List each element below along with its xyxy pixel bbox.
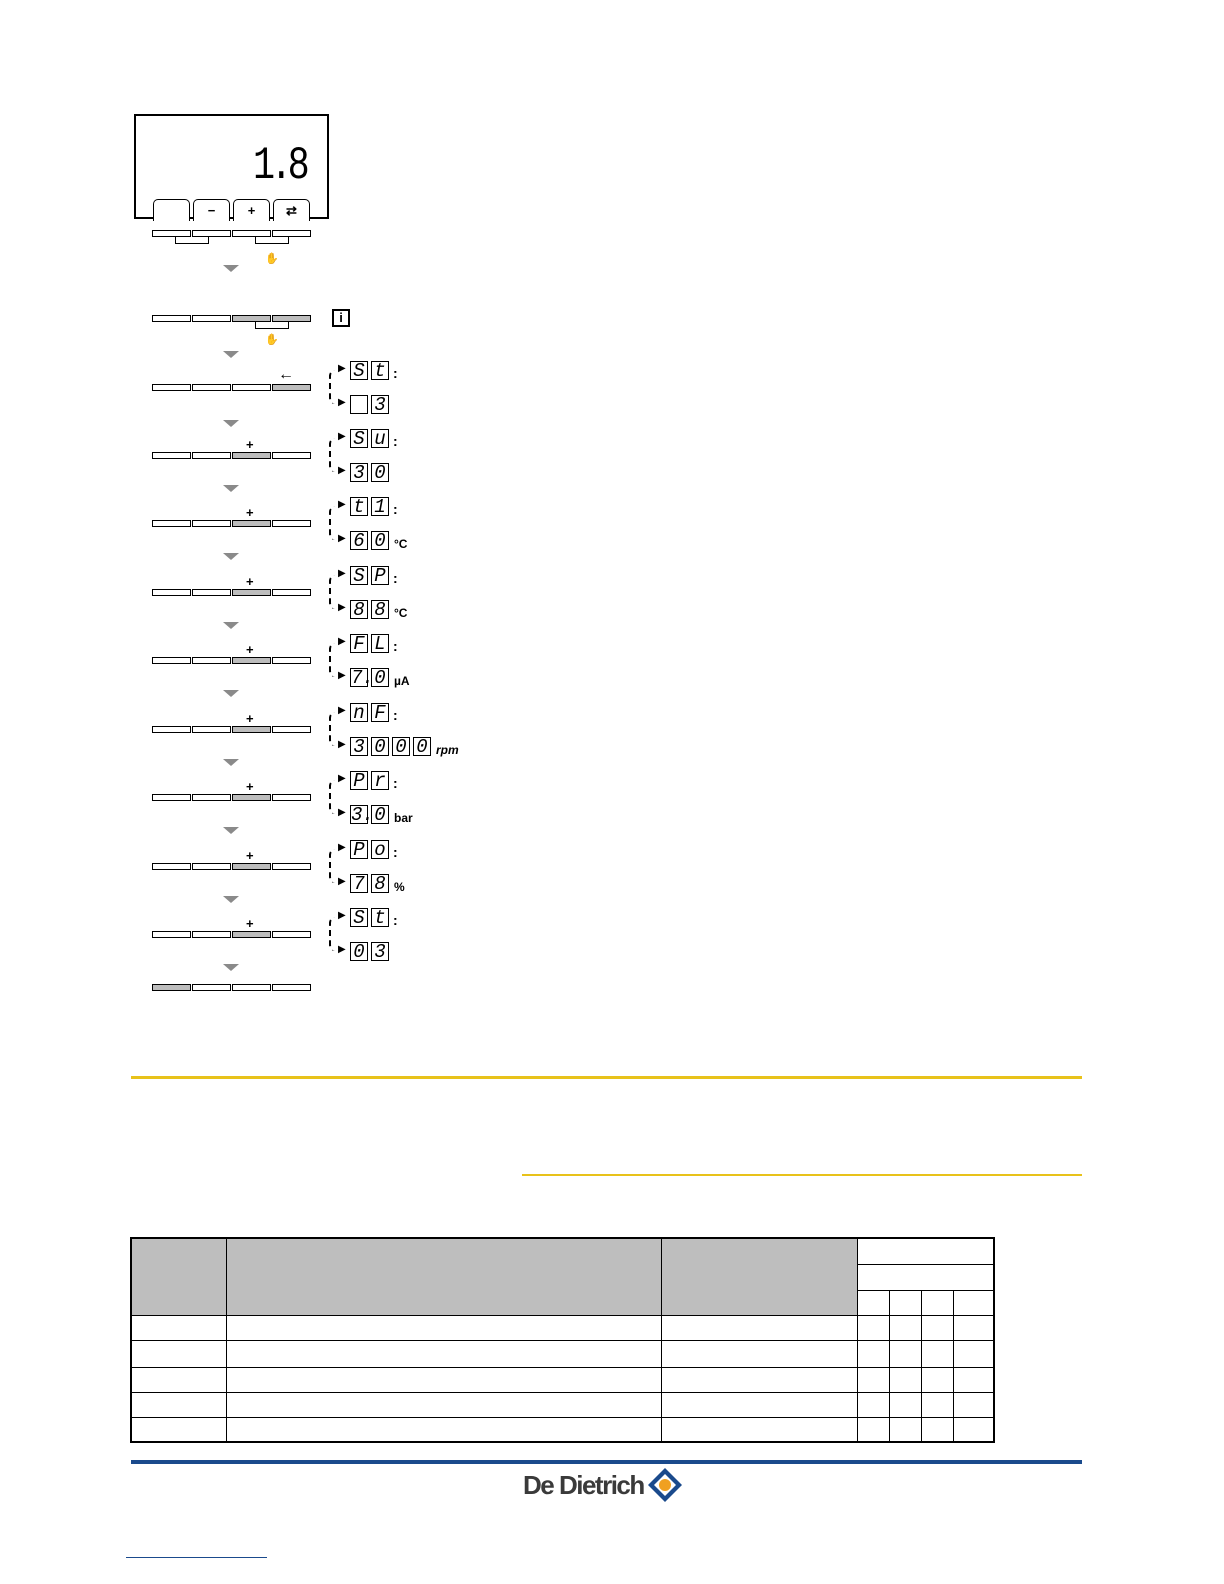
panel-display-value: 1.8 xyxy=(253,140,305,192)
table-row xyxy=(131,1340,994,1367)
readout-unit: °C xyxy=(394,606,408,620)
arrow-right-icon: ▶ xyxy=(338,533,346,544)
readout-digit: 0 xyxy=(371,531,389,550)
readout-digit: P xyxy=(350,771,368,790)
arrow-right-icon: ▶ xyxy=(338,431,346,442)
key-strip xyxy=(152,452,310,459)
readout-unit: µA xyxy=(394,674,410,688)
readout-colon: : xyxy=(393,433,398,449)
readout-value xyxy=(350,942,392,961)
logo-diamond-icon xyxy=(647,1467,683,1503)
control-panel xyxy=(134,114,329,219)
key-strip xyxy=(152,863,310,870)
info-icon: i xyxy=(332,309,350,327)
readout-digit: 0 xyxy=(413,737,431,756)
readout-digit: S xyxy=(350,566,368,585)
table-header-cell xyxy=(890,1290,922,1315)
hand-icon: ✋ xyxy=(265,334,279,346)
readout-digit: 3 xyxy=(350,463,368,482)
table-row xyxy=(131,1367,994,1392)
readout-value xyxy=(350,600,407,619)
readout-unit: bar xyxy=(394,811,413,825)
key-strip xyxy=(152,589,310,596)
readout-digit: 0 xyxy=(371,737,389,756)
table-header-cell xyxy=(858,1238,995,1264)
readout-label xyxy=(350,634,398,653)
key-strip xyxy=(152,384,310,391)
key-strip xyxy=(152,726,310,733)
arrow-down-icon xyxy=(223,485,239,492)
arrow-down-icon xyxy=(223,964,239,971)
arrow-down-icon xyxy=(223,827,239,834)
plus-key-label: + xyxy=(246,916,254,931)
key-strip xyxy=(152,931,310,938)
key-strip xyxy=(152,657,310,664)
parameter-table xyxy=(130,1237,995,1443)
readout-digit: S xyxy=(350,429,368,448)
readout-value xyxy=(350,531,407,550)
arrow-right-icon: ▶ xyxy=(338,910,346,921)
readout-digit xyxy=(350,395,368,414)
arrow-right-icon: ▶ xyxy=(338,568,346,579)
table-header-cell xyxy=(227,1238,662,1315)
key-combo-bracket xyxy=(255,322,289,329)
footer-link-underline xyxy=(126,1557,267,1558)
arrow-right-icon: ▶ xyxy=(338,773,346,784)
readout-digit: r xyxy=(371,771,389,790)
key-strip xyxy=(152,315,310,322)
readout-value xyxy=(350,668,410,687)
plus-key-label: + xyxy=(246,642,254,657)
key-combo-bracket xyxy=(175,237,209,244)
table-row xyxy=(131,1392,994,1417)
readout-digit: 8 xyxy=(350,600,368,619)
readout-unit: rpm xyxy=(436,743,459,757)
readout-colon: : xyxy=(393,570,398,586)
readout-digit: 3 xyxy=(371,395,389,414)
arrow-right-icon: ▶ xyxy=(338,602,346,613)
arrow-down-icon xyxy=(223,759,239,766)
key-combo-bracket xyxy=(255,237,289,244)
plus-key-label: + xyxy=(246,711,254,726)
brand-logo xyxy=(523,1467,683,1503)
arrow-right-icon: ▶ xyxy=(338,739,346,750)
plus-key-label: + xyxy=(246,779,254,794)
plus-key-label: + xyxy=(246,437,254,452)
arrow-right-icon: ▶ xyxy=(338,499,346,510)
readout-digit: 8 xyxy=(371,600,389,619)
readout-value xyxy=(350,737,459,756)
readout-digit: t xyxy=(350,497,368,516)
readout-digit: 0 xyxy=(371,805,389,824)
readout-value xyxy=(350,395,392,414)
readout-digit: n xyxy=(350,703,368,722)
readout-label xyxy=(350,703,398,722)
readout-unit: % xyxy=(394,880,405,894)
arrow-right-icon: ▶ xyxy=(338,397,346,408)
key-strip xyxy=(152,794,310,801)
arrow-right-icon: ▶ xyxy=(338,670,346,681)
panel-button-mode[interactable]: ⇄ xyxy=(273,199,310,221)
arrow-down-icon xyxy=(223,553,239,560)
readout-digit: 3. xyxy=(351,804,374,826)
arrow-down-icon xyxy=(223,265,239,272)
readout-value xyxy=(350,874,405,893)
table-row xyxy=(131,1315,994,1340)
readout-digit: 0 xyxy=(371,668,389,687)
logo-text: De Dietrich xyxy=(523,1469,644,1500)
readout-digit: L xyxy=(371,634,389,653)
arrow-right-icon: ▶ xyxy=(338,876,346,887)
arrow-right-icon: ▶ xyxy=(338,807,346,818)
readout-colon: : xyxy=(393,707,398,723)
readout-digit: P xyxy=(350,840,368,859)
table-row xyxy=(131,1417,994,1442)
readout-digit: 8 xyxy=(371,874,389,893)
readout-colon: : xyxy=(393,912,398,928)
arrow-right-icon: ▶ xyxy=(338,705,346,716)
readout-digit: 0 xyxy=(350,942,368,961)
readout-digit: 6 xyxy=(350,531,368,550)
arrow-down-icon xyxy=(223,896,239,903)
hand-icon: ✋ xyxy=(265,253,279,265)
readout-value xyxy=(350,805,413,824)
readout-digit: S xyxy=(350,908,368,927)
table-header-cell xyxy=(131,1238,227,1315)
arrow-right-icon: ▶ xyxy=(338,636,346,647)
readout-digit: P xyxy=(371,566,389,585)
arrow-down-icon xyxy=(223,420,239,427)
readout-digit: F xyxy=(371,703,389,722)
readout-digit: F xyxy=(350,634,368,653)
readout-label xyxy=(350,429,398,448)
plus-key-label: + xyxy=(246,505,254,520)
arrow-right-icon: ▶ xyxy=(338,944,346,955)
key-strip xyxy=(152,984,310,991)
key-strip xyxy=(152,230,310,237)
footer-rule xyxy=(131,1460,1082,1464)
readout-digit: t xyxy=(371,908,389,927)
readout-digit: 7 xyxy=(350,874,368,893)
readout-digit: 7. xyxy=(351,667,374,689)
readout-digit: t xyxy=(371,361,389,380)
subsection-divider xyxy=(522,1174,1082,1176)
readout-digit: 3 xyxy=(371,942,389,961)
arrow-right-icon: ▶ xyxy=(338,842,346,853)
table-header-cell xyxy=(858,1290,890,1315)
readout-label xyxy=(350,361,398,380)
readout-label xyxy=(350,497,398,516)
panel-button-blank[interactable] xyxy=(153,199,190,221)
arrow-down-icon xyxy=(223,622,239,629)
return-arrow-icon: ← xyxy=(278,366,294,383)
readout-colon: : xyxy=(393,844,398,860)
readout-value xyxy=(350,463,392,482)
key-strip xyxy=(152,520,310,527)
readout-colon: : xyxy=(393,638,398,654)
plus-key-label: + xyxy=(246,574,254,589)
readout-colon: : xyxy=(393,365,398,381)
readout-colon: : xyxy=(393,501,398,517)
readout-label xyxy=(350,840,398,859)
arrow-down-icon xyxy=(223,690,239,697)
plus-key-label: + xyxy=(246,848,254,863)
table-header-cell xyxy=(858,1264,995,1290)
readout-label xyxy=(350,566,398,585)
arrow-right-icon: ▶ xyxy=(338,363,346,374)
table-header-cell xyxy=(922,1290,954,1315)
table-header-cell xyxy=(954,1290,995,1315)
readout-digit: 0 xyxy=(371,463,389,482)
readout-digit: 1 xyxy=(371,497,389,516)
section-divider xyxy=(131,1076,1082,1079)
panel-button-plus[interactable]: + xyxy=(233,199,270,221)
readout-digit: 3 xyxy=(350,737,368,756)
table-header-cell xyxy=(662,1238,858,1315)
readout-colon: : xyxy=(393,775,398,791)
readout-digit: u xyxy=(371,429,389,448)
readout-label xyxy=(350,908,398,927)
readout-digit: S xyxy=(350,361,368,380)
readout-digit: o xyxy=(371,840,389,859)
panel-button-minus[interactable]: − xyxy=(193,199,230,221)
arrow-right-icon: ▶ xyxy=(338,465,346,476)
arrow-down-icon xyxy=(223,351,239,358)
readout-unit: °C xyxy=(394,537,408,551)
readout-label xyxy=(350,771,398,790)
readout-digit: 0 xyxy=(392,737,410,756)
